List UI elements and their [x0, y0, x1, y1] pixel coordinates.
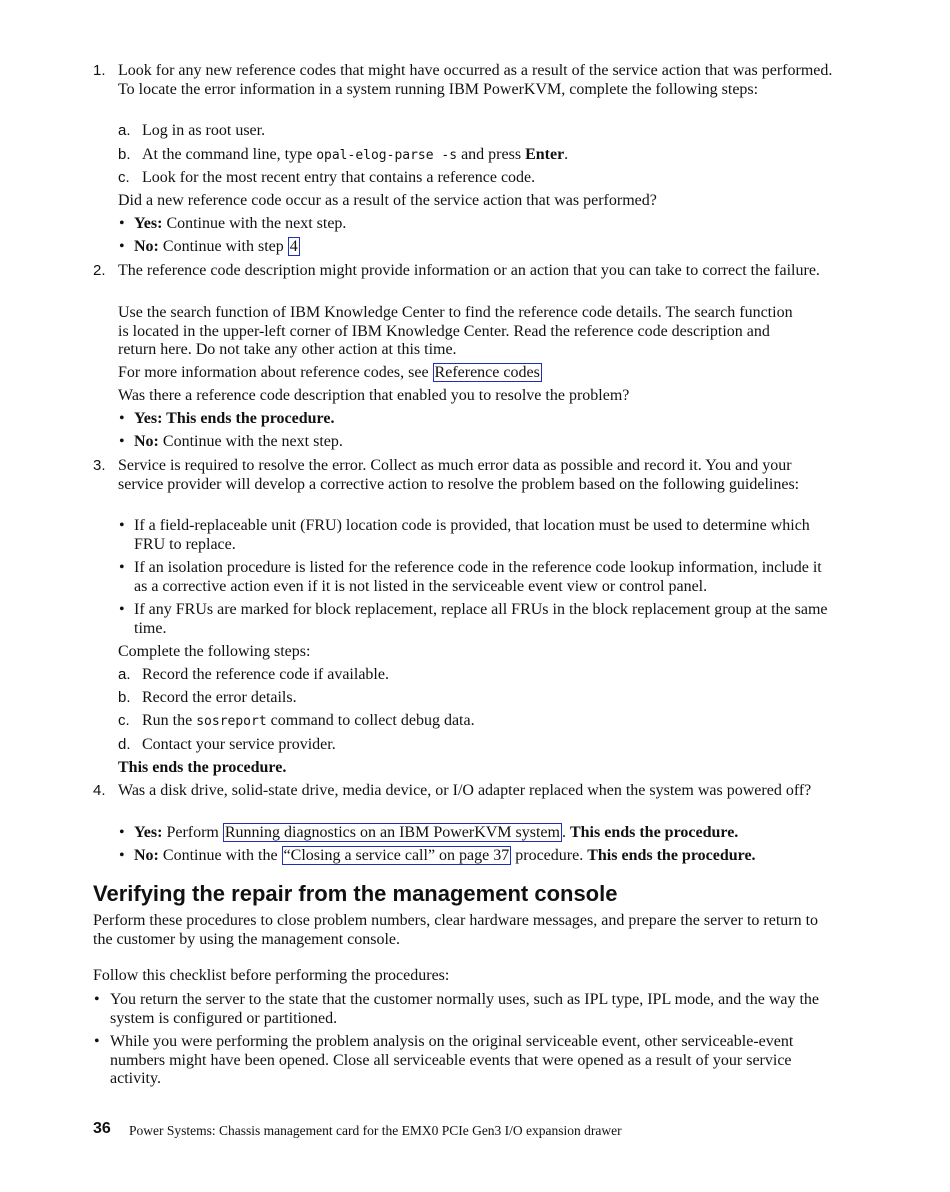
step-1c-text: Look for the most recent entry that contains a reference code.: [142, 169, 536, 186]
step-2-no: [134, 433, 834, 452]
step-3-ends: [118, 759, 808, 778]
sosreport-code: sosreport: [196, 714, 267, 729]
step-3-bullet-1: If a field-replaceable unit (FRU) location code is provided, that location must be used to determine which FRU to replace.: [134, 517, 810, 553]
step-1a-text: Log in as root user.: [142, 122, 266, 139]
step-3d-text: Contact your service provider.: [142, 736, 336, 753]
no-text: Continue with the next step.: [158, 433, 343, 450]
step-3c-post: command to collect debug data.: [266, 712, 475, 729]
bullet-mark: •: [119, 517, 125, 534]
step-3-bullet-3: If any FRUs are marked for block replacement, replace all FRUs in the block replacement group at the same time.: [134, 601, 828, 637]
step-2-text: The reference code description might provide information or an action that you can take to correct the failure.: [118, 262, 820, 279]
step-3d-letter: d.: [118, 736, 131, 753]
step-1b-pre: At the command line, type: [142, 146, 317, 163]
step-1-text: Look for any new reference codes that might have occurred as a result of the service action that was performed. To locate the error information in a system running IBM PowerKVM, complete the following steps:: [118, 62, 833, 98]
bullet-mark: •: [119, 824, 125, 841]
step-4-number: 4.: [93, 782, 106, 799]
ends-procedure: This ends the procedure.: [118, 759, 287, 776]
step-1b-mid: and press: [457, 146, 526, 163]
step-3b-letter: b.: [118, 689, 131, 706]
footer-title: Power Systems: Chassis management card for the EMX0 PCIe Gen3 I/O expansion drawer: [129, 1123, 622, 1138]
step-4-yes: [134, 824, 834, 843]
section-heading: Verifying the repair from the management console: [93, 881, 618, 906]
step-3-text: Service is required to resolve the error. Collect as much error data as possible and record it. You and your service provider will develop a corrective action to resolve the problem based on the following guidelines:: [118, 457, 800, 493]
no-label: No:: [134, 433, 159, 450]
yes-label: Yes:: [134, 824, 163, 841]
step-3c-letter: c.: [118, 712, 130, 729]
bullet-mark: •: [94, 1033, 100, 1050]
bullet-mark: •: [119, 601, 125, 618]
step-3a-text: Record the reference code if available.: [142, 666, 389, 683]
no-label: No:: [134, 847, 159, 864]
checklist-item-1: You return the server to the state that the customer normally uses, such as IPL type, IPL mode, and the way the system is configured or partitioned.: [110, 991, 820, 1027]
step-1-no: [134, 238, 834, 257]
no-label: No:: [134, 238, 159, 255]
step-1b-post: .: [564, 146, 569, 163]
bullet-mark: •: [119, 847, 125, 864]
running-diagnostics-link[interactable]: Running diagnostics on an IBM PowerKVM system: [224, 824, 560, 841]
step-1c-letter: c.: [118, 169, 130, 186]
step-3c-pre: Run the: [142, 712, 197, 729]
step-3c-text: [142, 712, 832, 732]
enter-key-label: Enter: [525, 146, 565, 163]
reference-codes-link[interactable]: Reference codes: [434, 364, 540, 381]
step-3-bullet-2: If an isolation procedure is listed for the reference code in the reference code lookup information, include it as a corrective action even if it is not listed in the serviceable event view or control panel.: [134, 559, 822, 595]
yes-label: Yes:: [134, 215, 163, 232]
command-code: opal-elog-parse -s: [316, 148, 458, 163]
yes-pre: Perform: [162, 824, 223, 841]
yes-text: Continue with the next step.: [162, 215, 347, 232]
step-1a-letter: a.: [118, 122, 131, 139]
closing-service-call-link[interactable]: “Closing a service call” on page 37: [283, 847, 510, 864]
ends-procedure: This ends the procedure.: [587, 847, 756, 864]
step-4-text: Was a disk drive, solid-state drive, media device, or I/O adapter replaced when the system was powered off?: [118, 782, 812, 799]
bullet-mark: •: [119, 433, 125, 450]
para2-pre: For more information about reference codes, see: [118, 364, 433, 381]
yes-post: .: [561, 824, 570, 841]
step-2-number: 2.: [93, 262, 106, 279]
step-1-yes: [134, 215, 834, 234]
no-post: procedure.: [511, 847, 588, 864]
bullet-mark: •: [119, 215, 125, 232]
no-text: Continue with step: [158, 238, 288, 255]
bullet-mark: •: [119, 238, 125, 255]
step-4-link[interactable]: 4: [289, 238, 298, 255]
step-4-no: [134, 847, 834, 866]
ends-procedure: This ends the procedure.: [569, 824, 739, 841]
no-pre: Continue with the: [158, 847, 282, 864]
step-2-question: Was there a reference code description that enabled you to resolve the problem?: [118, 387, 630, 404]
checklist-intro: Follow this checklist before performing the procedures:: [93, 967, 450, 984]
step-1-question: Did a new reference code occur as a result of the service action that was performed?: [118, 192, 657, 209]
section-intro: Perform these procedures to close problem numbers, clear hardware messages, and prepare the server to return to the customer by using the management console.: [93, 912, 819, 948]
yes-ends-label: Yes: This ends the procedure.: [134, 410, 335, 427]
bullet-mark: •: [119, 410, 125, 427]
page-number: 36: [93, 1120, 111, 1137]
step-3b-text: Record the error details.: [142, 689, 297, 706]
bullet-mark: •: [94, 991, 100, 1008]
checklist-item-2: While you were performing the problem analysis on the original serviceable event, other serviceable-event numbers might have been opened. Close all serviceable events that were opened as a result of your service activity.: [110, 1033, 794, 1087]
step-2-para2: [118, 364, 838, 383]
step-2-yes: [134, 410, 834, 429]
step-1-number: 1.: [93, 62, 106, 79]
step-2-para1: Use the search function of IBM Knowledge Center to find the reference code details. The search function is located in the upper-left corner of IBM Knowledge Center. Read the reference code description and return here. Do not take any other action at this time.: [118, 304, 793, 358]
step-1b-text: [142, 146, 832, 166]
step-3-number: 3.: [93, 457, 106, 474]
step-3a-letter: a.: [118, 666, 131, 683]
bullet-mark: •: [119, 559, 125, 576]
step-1b-letter: b.: [118, 146, 131, 163]
step-3-complete: Complete the following steps:: [118, 643, 311, 660]
